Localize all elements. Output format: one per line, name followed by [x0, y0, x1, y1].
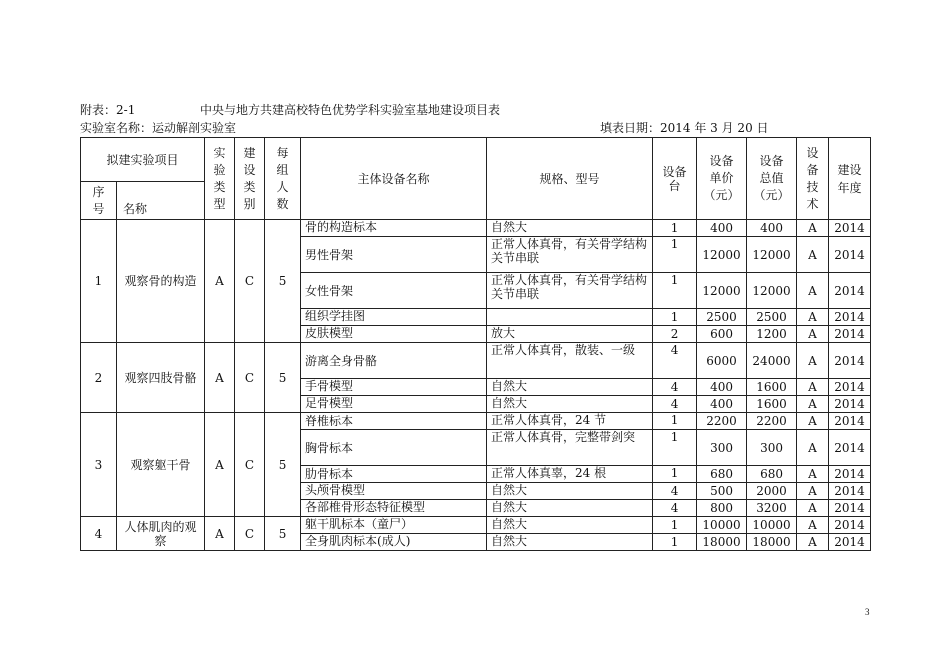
- equipment-name: 各部椎骨形态特征模型: [301, 500, 487, 517]
- build-year: 2014: [829, 237, 871, 273]
- build-year: 2014: [829, 413, 871, 430]
- spec-model: 正常人体真骨，完整带剑突: [487, 430, 653, 466]
- unit-price: 400: [697, 379, 747, 396]
- fill-date: 填表日期：2014 年 3 月 20 日: [600, 121, 769, 135]
- table-row: [81, 413, 871, 430]
- unit-price: 2500: [697, 309, 747, 326]
- col-header-lab-type: 实 验 类 型: [205, 138, 235, 220]
- project-seq: 3: [81, 413, 117, 517]
- table-row: [81, 343, 871, 379]
- col-header-build-category: 建 设 类 别: [235, 138, 265, 220]
- equipment-name: 手骨模型: [301, 379, 487, 396]
- unit-price: 12000: [697, 273, 747, 309]
- unit-price: 12000: [697, 237, 747, 273]
- tech-level: A: [797, 309, 829, 326]
- equipment-name: 头颅骨模型: [301, 483, 487, 500]
- unit-count: 1: [653, 466, 697, 483]
- project-table: [80, 137, 871, 551]
- unit-count: 4: [653, 379, 697, 396]
- project-build-category: C: [235, 517, 265, 551]
- tech-level: A: [797, 500, 829, 517]
- unit-count: 1: [653, 430, 697, 466]
- tech-level: A: [797, 220, 829, 237]
- total-value: 1600: [747, 396, 797, 413]
- spec-model: 自然大: [487, 483, 653, 500]
- tech-level: A: [797, 483, 829, 500]
- spec-model: 正常人体真辜，24 根: [487, 466, 653, 483]
- total-value: 12000: [747, 237, 797, 273]
- project-lab-type: A: [205, 343, 235, 413]
- col-header-seq: 序 号: [81, 182, 117, 220]
- spec-model: 正常人体真骨，24 节: [487, 413, 653, 430]
- equipment-name: 骨的构造标本: [301, 220, 487, 237]
- build-year: 2014: [829, 379, 871, 396]
- total-value: 3200: [747, 500, 797, 517]
- col-header-total-value: 设备 总值 （元）: [747, 138, 797, 220]
- equipment-name: 躯干肌标本（童尸）: [301, 517, 487, 534]
- col-header-name: 名称: [117, 182, 205, 220]
- col-header-unit-price: 设备 单价 （元）: [697, 138, 747, 220]
- build-year: 2014: [829, 220, 871, 237]
- unit-count: 1: [653, 220, 697, 237]
- project-lab-type: A: [205, 220, 235, 343]
- tech-level: A: [797, 396, 829, 413]
- spec-model: 正常人体真骨，有关骨学结构关节串联: [487, 273, 653, 309]
- spec-model: 放大: [487, 326, 653, 343]
- unit-count: 1: [653, 237, 697, 273]
- unit-price: 500: [697, 483, 747, 500]
- project-name: 人体肌肉的观察: [117, 517, 205, 551]
- total-value: 10000: [747, 517, 797, 534]
- total-value: 2200: [747, 413, 797, 430]
- tech-level: A: [797, 273, 829, 309]
- unit-count: 1: [653, 273, 697, 309]
- total-value: 400: [747, 220, 797, 237]
- tech-level: A: [797, 237, 829, 273]
- total-value: 12000: [747, 273, 797, 309]
- total-value: 680: [747, 466, 797, 483]
- build-year: 2014: [829, 483, 871, 500]
- spec-model: 自然大: [487, 396, 653, 413]
- tech-level: A: [797, 379, 829, 396]
- col-header-equipment-name: 主体设备名称: [301, 138, 487, 220]
- tech-level: A: [797, 534, 829, 551]
- total-value: 18000: [747, 534, 797, 551]
- header-row-top: [81, 138, 871, 182]
- spec-model: 自然大: [487, 379, 653, 396]
- build-year: 2014: [829, 309, 871, 326]
- unit-count: 1: [653, 309, 697, 326]
- build-year: 2014: [829, 517, 871, 534]
- unit-price: 680: [697, 466, 747, 483]
- col-header-year: 建设 年度: [829, 138, 871, 220]
- tech-level: A: [797, 430, 829, 466]
- project-build-category: C: [235, 413, 265, 517]
- col-header-units: 设备 台: [653, 138, 697, 220]
- total-value: 1600: [747, 379, 797, 396]
- project-seq: 1: [81, 220, 117, 343]
- tech-level: A: [797, 413, 829, 430]
- unit-count: 1: [653, 413, 697, 430]
- project-build-category: C: [235, 343, 265, 413]
- project-lab-type: A: [205, 517, 235, 551]
- unit-price: 400: [697, 220, 747, 237]
- unit-count: 4: [653, 500, 697, 517]
- project-lab-type: A: [205, 413, 235, 517]
- col-header-spec-model: 规格、型号: [487, 138, 653, 220]
- equipment-name: 游离全身骨骼: [301, 343, 487, 379]
- spec-model: 自然大: [487, 534, 653, 551]
- total-value: 1200: [747, 326, 797, 343]
- attachment-label: 附表：2-1: [80, 103, 136, 117]
- unit-price: 300: [697, 430, 747, 466]
- equipment-name: 皮肤模型: [301, 326, 487, 343]
- spec-model: [487, 309, 653, 326]
- equipment-name: 足骨模型: [301, 396, 487, 413]
- spec-model: 自然大: [487, 517, 653, 534]
- project-group-size: 5: [265, 220, 301, 343]
- build-year: 2014: [829, 343, 871, 379]
- tech-level: A: [797, 343, 829, 379]
- tech-level: A: [797, 517, 829, 534]
- lab-name: 实验室名称：运动解剖实验室: [80, 121, 237, 135]
- project-build-category: C: [235, 220, 265, 343]
- tech-level: A: [797, 466, 829, 483]
- unit-count: 4: [653, 483, 697, 500]
- equipment-name: 男性骨架: [301, 237, 487, 273]
- equipment-name: 全身肌肉标本(成人): [301, 534, 487, 551]
- spec-model: 自然大: [487, 500, 653, 517]
- equipment-name: 胸骨标本: [301, 430, 487, 466]
- project-seq: 4: [81, 517, 117, 551]
- build-year: 2014: [829, 430, 871, 466]
- equipment-name: 脊椎标本: [301, 413, 487, 430]
- unit-price: 800: [697, 500, 747, 517]
- equipment-name: 组织学挂图: [301, 309, 487, 326]
- unit-count: 4: [653, 396, 697, 413]
- project-name: 观察躯干骨: [117, 413, 205, 517]
- project-seq: 2: [81, 343, 117, 413]
- equipment-name: 肋骨标本: [301, 466, 487, 483]
- unit-price: 400: [697, 396, 747, 413]
- table-row: [81, 517, 871, 534]
- unit-price: 10000: [697, 517, 747, 534]
- total-value: 300: [747, 430, 797, 466]
- unit-count: 1: [653, 534, 697, 551]
- build-year: 2014: [829, 326, 871, 343]
- unit-price: 6000: [697, 343, 747, 379]
- project-group-size: 5: [265, 517, 301, 551]
- total-value: 2500: [747, 309, 797, 326]
- col-header-group-size: 每 组 人 数: [265, 138, 301, 220]
- build-year: 2014: [829, 466, 871, 483]
- unit-price: 18000: [697, 534, 747, 551]
- build-year: 2014: [829, 534, 871, 551]
- spec-model: 正常人体真骨，有关骨学结构关节串联: [487, 237, 653, 273]
- document-title: 中央与地方共建高校特色优势学科实验室基地建设项目表: [200, 103, 501, 117]
- project-group-size: 5: [265, 413, 301, 517]
- equipment-name: 女性骨架: [301, 273, 487, 309]
- build-year: 2014: [829, 500, 871, 517]
- unit-price: 600: [697, 326, 747, 343]
- spec-model: 自然大: [487, 220, 653, 237]
- unit-count: 1: [653, 517, 697, 534]
- total-value: 2000: [747, 483, 797, 500]
- tech-level: A: [797, 326, 829, 343]
- unit-count: 2: [653, 326, 697, 343]
- total-value: 24000: [747, 343, 797, 379]
- project-group-size: 5: [265, 343, 301, 413]
- unit-count: 4: [653, 343, 697, 379]
- table-row: [81, 220, 871, 237]
- project-name: 观察骨的构造: [117, 220, 205, 343]
- col-header-tech: 设 备 技 术: [797, 138, 829, 220]
- build-year: 2014: [829, 396, 871, 413]
- unit-price: 2200: [697, 413, 747, 430]
- project-name: 观察四肢骨骼: [117, 343, 205, 413]
- spec-model: 正常人体真骨，散装、一级: [487, 343, 653, 379]
- col-header-project-group: 拟建实验项目: [81, 138, 205, 182]
- build-year: 2014: [829, 273, 871, 309]
- page-number: 3: [865, 607, 870, 617]
